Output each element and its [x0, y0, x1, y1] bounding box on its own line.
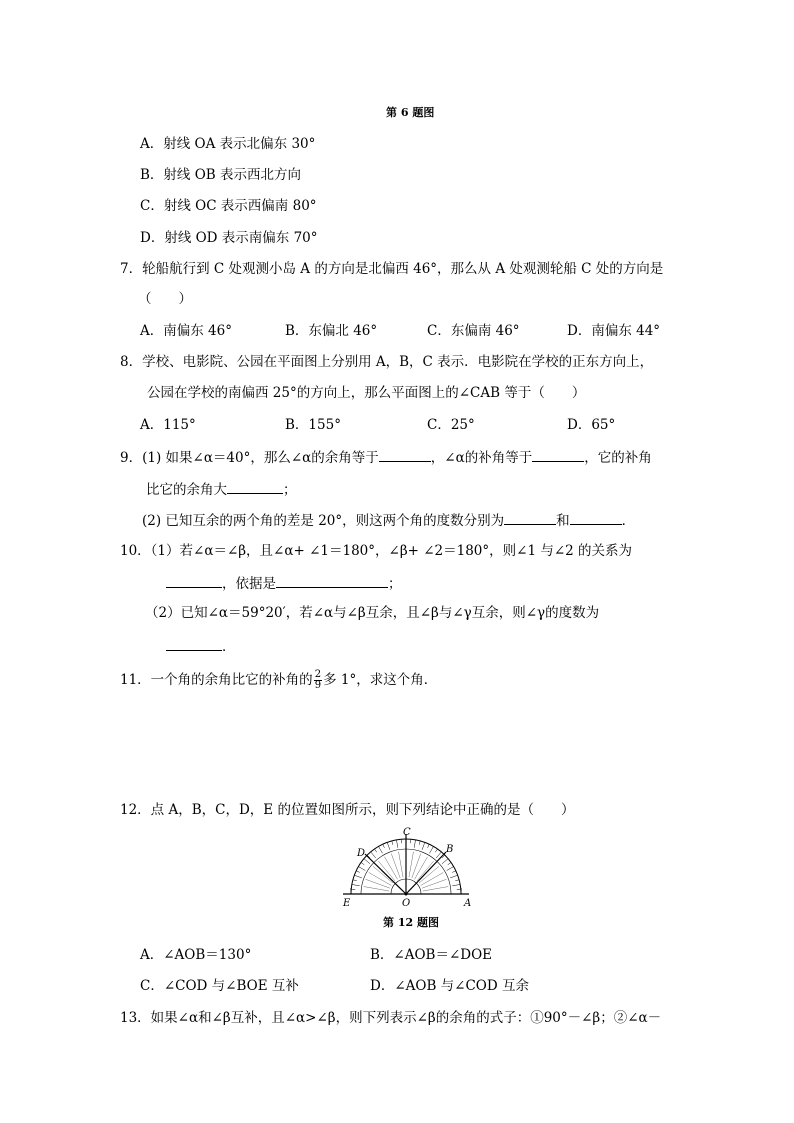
- protractor-tick: [354, 875, 362, 878]
- protractor-tick: [361, 862, 364, 864]
- protractor-tick: [353, 880, 357, 881]
- protractor-spoke: [399, 852, 404, 878]
- label-o: O: [402, 898, 411, 908]
- protractor-tick: [387, 842, 390, 850]
- q10-part2-line2: ．: [166, 636, 236, 656]
- q8-option-a: A．115°: [140, 417, 196, 433]
- q10-part2-line1: （2）已知∠α＝59°20′，若∠α与∠β互余，且∠β与∠γ互余，则∠γ的度数为: [145, 605, 600, 621]
- label-a: A: [464, 898, 472, 908]
- label-d: D: [357, 848, 366, 859]
- q6-option-b: B．射线 OB 表示西北方向: [140, 167, 301, 183]
- q7-stem: 7．轮船航行到 C 处观测小岛 A 的方向是北偏西 46°，那么从 A 处观测轮船 C 处的方向是: [120, 261, 664, 277]
- q11-fraction: $\frac{2}{9}$: [314, 669, 322, 691]
- protractor-spoke: [422, 879, 446, 888]
- q9-part1-line1: 9．(1) 如果∠α＝40°，那么∠α的余角等于 ，∠α的补角等于 ，它的补角: [120, 447, 652, 467]
- q8-option-c: C．25°: [427, 417, 475, 433]
- protractor-tick: [364, 859, 370, 864]
- protractor-tick: [383, 844, 385, 848]
- q8-stem-line2: 公园在学校的南偏西 25°的方向上，那么平面图上的∠CAB 等于（ ）: [147, 385, 586, 401]
- protractor-tick: [419, 841, 420, 845]
- protractor-spoke: [423, 887, 449, 892]
- protractor-tick: [447, 867, 454, 871]
- q12-option-c: C．∠COD 与∠BOE 互补: [140, 978, 299, 994]
- protractor-tick: [414, 840, 415, 848]
- q9-blank-supplement[interactable]: [532, 447, 584, 462]
- protractor-tick: [448, 862, 451, 864]
- protractor-tick: [435, 849, 437, 852]
- protractor-tick: [371, 852, 376, 858]
- q6-option-c: C．射线 OC 表示西偏南 80°: [140, 198, 317, 214]
- q9-blank-angle1[interactable]: [504, 510, 556, 525]
- q7-option-d: D．南偏东 44°: [567, 323, 661, 339]
- protractor-tick: [428, 844, 430, 848]
- q10-part1-line2: ，依据是 ；: [166, 573, 402, 593]
- label-b: B: [446, 844, 454, 855]
- q12-option-b: B．∠AOB＝∠DOE: [370, 947, 493, 963]
- q7-option-a: A．南偏东 46°: [140, 323, 232, 339]
- q10-part1-line1: 10．（1）若∠α＝∠β，且∠α+ ∠1＝180°，∠β+ ∠2＝180°，则∠1 与∠2 的关系为: [120, 543, 633, 559]
- protractor-tick: [455, 880, 459, 881]
- protractor-tick: [356, 871, 360, 873]
- protractor-figure: [340, 826, 476, 908]
- protractor-tick: [430, 846, 434, 853]
- q9-blank-difference[interactable]: [227, 479, 283, 494]
- protractor-tick: [352, 884, 360, 885]
- q12-caption: 第 12 题图: [383, 916, 439, 929]
- protractor-tick: [374, 849, 376, 852]
- q8-option-b: B．155°: [285, 417, 341, 433]
- protractor-spoke: [412, 854, 421, 878]
- protractor-tick: [396, 840, 397, 848]
- protractor-spoke: [364, 887, 390, 892]
- protractor-tick: [358, 867, 365, 871]
- protractor-spoke: [409, 852, 414, 878]
- q10-blank-gamma[interactable]: [166, 636, 222, 651]
- q8-option-d: D．65°: [567, 417, 616, 433]
- label-e: E: [343, 898, 351, 908]
- protractor-tick: [452, 884, 460, 885]
- q9-blank-complement[interactable]: [379, 447, 431, 462]
- protractor-tick: [379, 846, 383, 853]
- protractor-tick: [392, 841, 393, 845]
- protractor-tick: [422, 842, 425, 850]
- q6-option-a: A．射线 OA 表示北偏东 30°: [140, 136, 316, 152]
- q7-stem-bracket: （ ）: [138, 291, 192, 307]
- protractor-spoke: [391, 854, 400, 878]
- q9-blank-angle2[interactable]: [570, 510, 622, 525]
- protractor-tick: [450, 875, 458, 878]
- q11-stem: 11．一个角的余角比它的补角的 $\frac{2}{9}$ 多 1°，求这个角．: [120, 669, 438, 691]
- q9-part2: (2) 已知互余的两个角的差是 20°，则这两个角的度数分别为 和 ．: [142, 510, 635, 530]
- q10-blank-relation[interactable]: [166, 573, 222, 588]
- q8-stem: 8．学校、电影院、公园在平面图上分别用 A，B，C 表示．电影院在学校的正东方向上，: [120, 354, 654, 370]
- protractor-spoke: [366, 879, 390, 888]
- q12-stem: 12．点 A，B，C，D，E 的位置如图所示，则下列结论中正确的是（ ）: [120, 802, 575, 818]
- ray-ob: [406, 852, 446, 894]
- q12-option-d: D．∠AOB 与∠COD 互余: [370, 978, 529, 994]
- label-c: C: [403, 827, 411, 838]
- q13-stem: 13．如果∠α和∠β互补，且∠α>∠β，则下列表示∠β的余角的式子：①90°－∠β；②∠α－: [120, 1010, 662, 1026]
- q12-option-a: A．∠AOB＝130°: [140, 947, 252, 963]
- protractor-tick: [452, 871, 456, 873]
- q6-caption: 第 6 题图: [386, 106, 435, 119]
- q6-option-d: D．射线 OD 表示南偏东 70°: [140, 230, 318, 246]
- q9-part1-line2: 比它的余角大 ；: [146, 479, 297, 499]
- q10-blank-reason[interactable]: [276, 573, 388, 588]
- q7-option-c: C．东偏南 46°: [427, 323, 520, 339]
- protractor-tick: [442, 859, 448, 864]
- q7-option-b: B．东偏北 46°: [285, 323, 378, 339]
